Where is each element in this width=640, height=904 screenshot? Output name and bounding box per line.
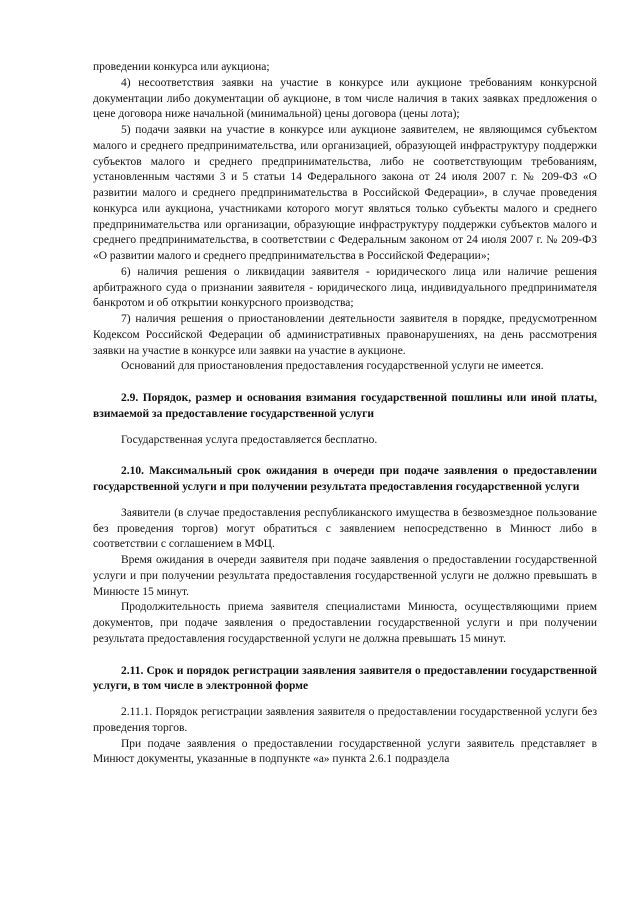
paragraph-item-4: 4) несоответствия заявки на участие в конкурсе или аукционе требованиям конкурсной документации либо документации об аукционе, в том числе наличия в таких заявках предложения о цене договора ниже начальной (минимальной) цены договора (цены лота); — [93, 76, 597, 121]
paragraph-continuation: проведении конкурса или аукциона; — [93, 61, 270, 73]
paragraph-no-grounds: Оснований для приостановления предоставления государственной услуги не имеется. — [121, 360, 544, 373]
spacer — [93, 423, 597, 433]
paragraph-wait-time: Время ожидания в очереди заявителя при подаче заявления о предоставлении государственной услуги и при получении результата предоставления государственной услуги не должно превышать в Минюсте 15 минут. — [93, 554, 597, 598]
heading-2-11: 2.11. Срок и порядок регистрации заявления заявителя о предоставлении государственной услуги, в том числе в электронной форме — [93, 664, 597, 693]
spacer — [93, 448, 597, 464]
paragraph-free: Государственная услуга предоставляется бесплатно. — [121, 433, 378, 446]
paragraph-reception-duration: Продолжительность приема заявителя специалистами Минюста, осуществляющими прием документов, при подаче заявления о предоставлении государственной услуги и при получении результата предоставления государственной услуги не должна превышать 15 минут. — [93, 601, 597, 645]
paragraph-applicants: Заявители (в случае предоставления республиканского имущества в безвозмездное пользование без проведения торгов) могут обратиться с заявлением непосредственно в Минюст либо в соответствии с соглашением в МФЦ. — [93, 506, 597, 551]
paragraph-2-11-1: 2.11.1. Порядок регистрации заявления заявителя о предоставлении государственной услуги без проведения торгов. — [93, 706, 597, 734]
paragraph-submission: При подаче заявления о предоставлении государственной услуги заявитель представляет в Минюст документы, указанные в подпункте «а» пункта 2.6.1 подраздела — [93, 737, 597, 766]
paragraph-item-6: 6) наличия решения о ликвидации заявителя - юридического лица или наличие решения арбитражного суда о признании заявителя - юридического лица, индивидуального предпринимателя банкротом и об открытии конкурсного производства; — [93, 265, 597, 310]
spacer — [93, 496, 597, 506]
spacer — [93, 375, 597, 391]
document-page — [93, 60, 597, 768]
heading-2-10: 2.10. Максимальный срок ожидания в очереди при подаче заявления о предоставлении государственной услуги и при получении результата предоставления государственной услуги — [93, 465, 597, 493]
spacer — [93, 648, 597, 664]
paragraph-item-7: 7) наличия решения о приостановлении деятельности заявителя в порядке, предусмотренном Кодексом Российской Федерации об административных правонарушениях, на день рассмотрения заявки на участие в конкурсе или заявки на участие в аукционе. — [93, 313, 597, 357]
paragraph-item-5: 5) подачи заявки на участие в конкурсе или аукционе заявителем, не являющимся субъектом малого и среднего предпринимательства, или организацией, образующей инфраструктуру поддержки субъектов малого и среднего предпринимательства, либо не соответствующим требованиям, установленным частями 3 и 5 статьи 14 Федерального закона от 24 июля 2007 г. № 209-ФЗ «О развитии малого и среднего предпринимательства в Российской Федерации», в случае проведения конкурса или аукциона, участниками которого могут являться только субъекты малого и среднего предпринимательства или организации, образующие инфраструктуру поддержки субъектов малого и среднего предпринимательства, в соответствии с Федеральным законом от 24 июля 2007 г. № 209-ФЗ «О развитии малого и среднего предпринимательства в Российской Федерации»; — [93, 124, 597, 262]
heading-2-9: 2.9. Порядок, размер и основания взимания государственной пошлины или иной платы, взимаемой за предоставление государственной услуги — [93, 392, 597, 420]
spacer — [93, 695, 597, 705]
